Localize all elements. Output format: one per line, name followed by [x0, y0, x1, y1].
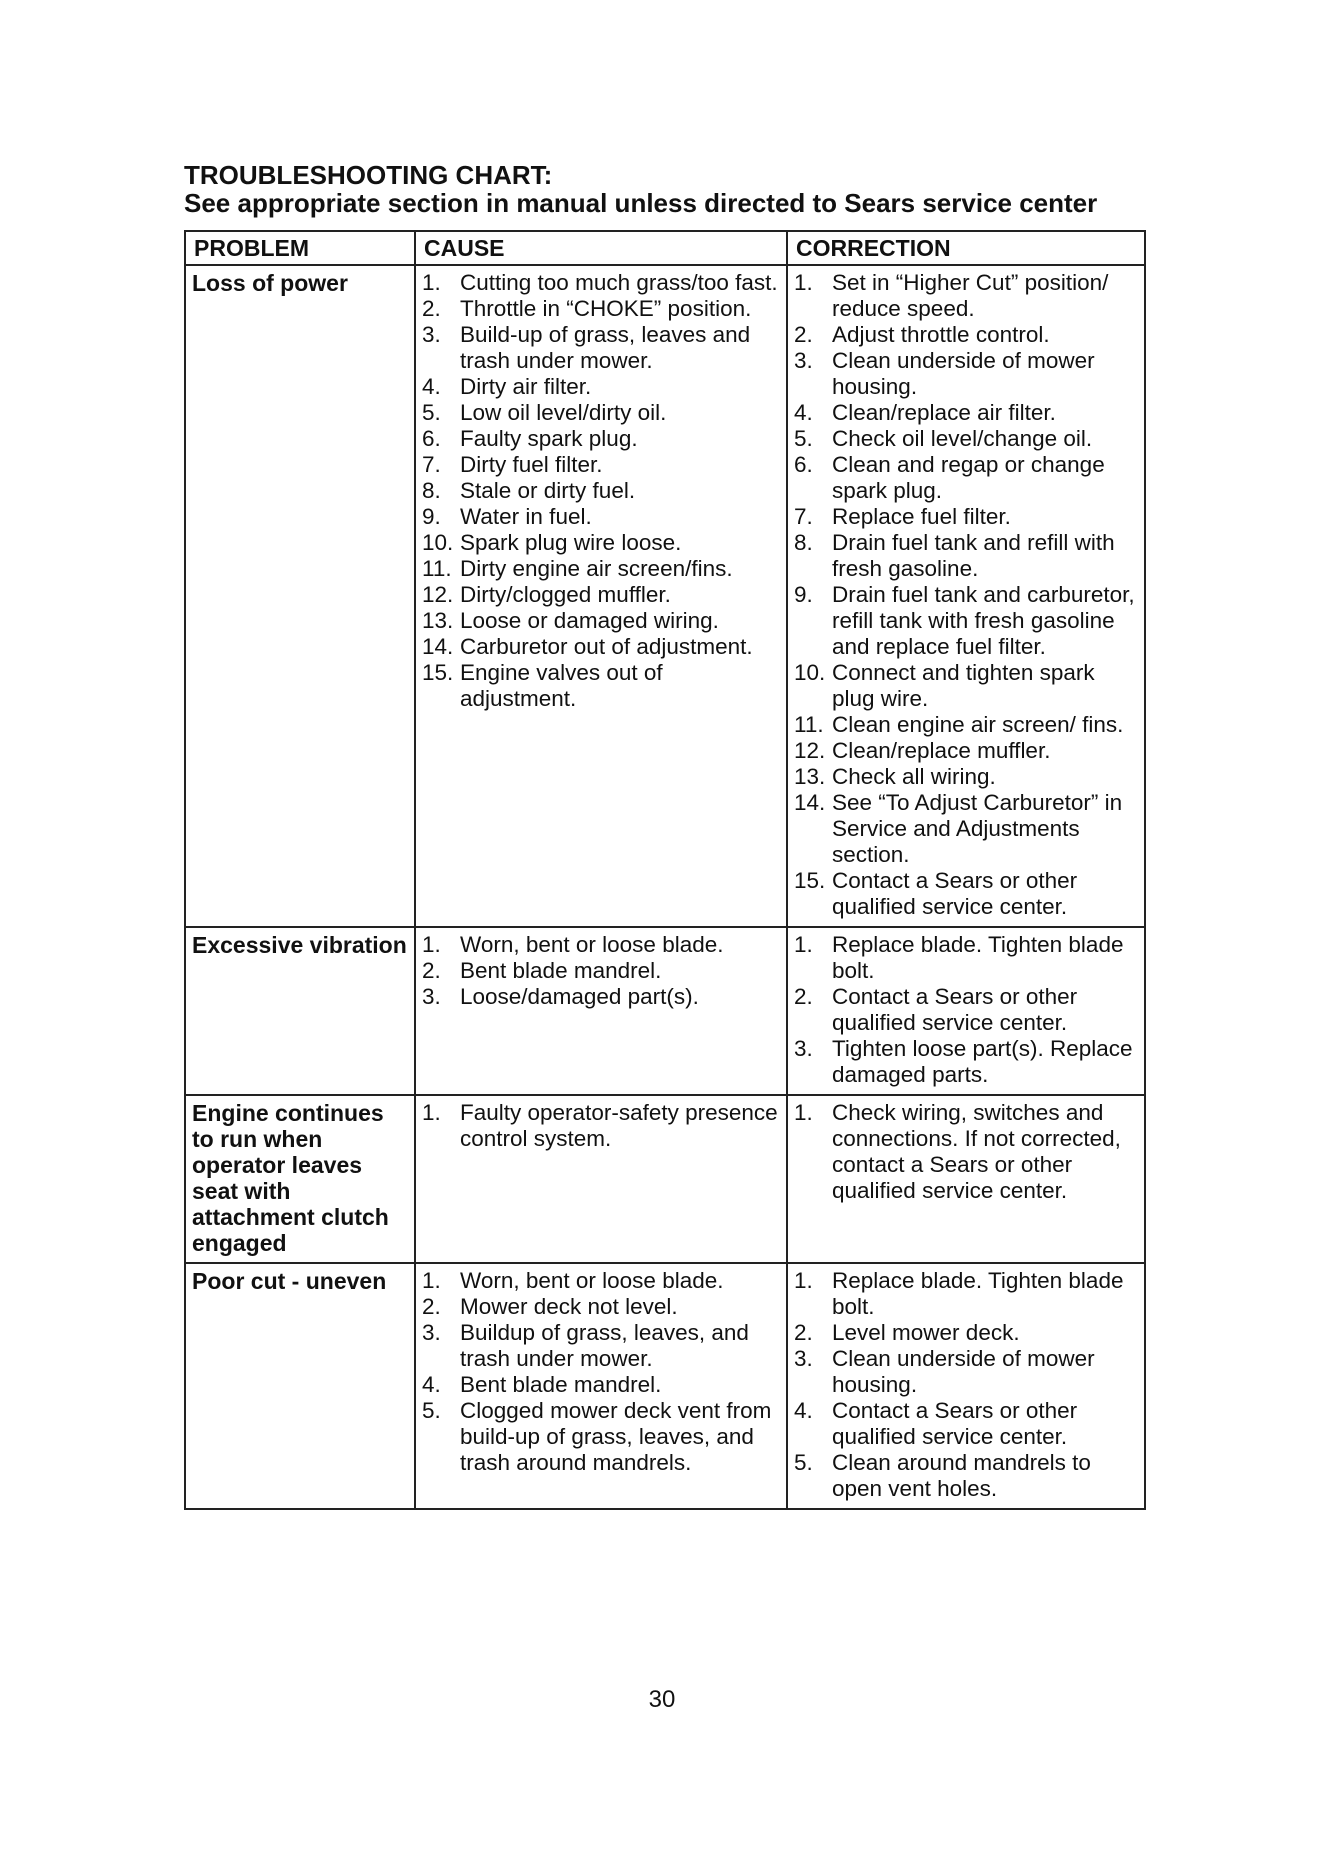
item-number: 12.: [794, 738, 826, 763]
item-text: Loose/damaged part(s).: [460, 984, 699, 1009]
cause-cell: [415, 265, 787, 927]
item-text: Cutting too much grass/too fast.: [460, 270, 778, 295]
item-text: Replace blade. Tighten blade bolt.: [832, 1268, 1124, 1319]
item-text: Water in fuel.: [460, 504, 592, 529]
correction-item: [794, 1100, 1138, 1204]
item-number: 4.: [422, 1372, 441, 1397]
correction-item: [794, 764, 1138, 790]
table-row: [185, 1263, 1145, 1509]
item-text: Dirty air filter.: [460, 374, 592, 399]
item-text: Set in “Higher Cut” position/ reduce speed.: [832, 270, 1109, 321]
item-text: Check all wiring.: [832, 764, 996, 789]
header-cause: CAUSE: [415, 231, 787, 265]
item-number: 13.: [794, 764, 826, 789]
item-text: Faulty spark plug.: [460, 426, 638, 451]
cause-item: [422, 1100, 780, 1152]
correction-item: [794, 348, 1138, 400]
cause-item: [422, 1398, 780, 1476]
cause-item: [422, 530, 780, 556]
problem-cell: Loss of power: [185, 265, 415, 927]
item-text: Buildup of grass, leaves, and trash under mower.: [460, 1320, 749, 1371]
item-number: 3.: [422, 322, 441, 347]
chart-title: TROUBLESHOOTING CHART:: [184, 160, 553, 190]
correction-item: [794, 1346, 1138, 1398]
cause-item: [422, 374, 780, 400]
cause-item: [422, 582, 780, 608]
problem-cell: Excessive vibration: [185, 927, 415, 1095]
correction-cell: [787, 265, 1145, 927]
item-number: 1.: [794, 270, 813, 295]
cause-item: [422, 660, 780, 712]
cause-cell: [415, 1263, 787, 1509]
item-text: Contact a Sears or other qualified service center.: [832, 1398, 1078, 1449]
cause-item: [422, 1294, 780, 1320]
item-text: Drain fuel tank and refill with fresh gasoline.: [832, 530, 1115, 581]
header-correction: CORRECTION: [787, 231, 1145, 265]
item-number: 4.: [794, 400, 813, 425]
correction-cell: [787, 1095, 1145, 1263]
table-row: [185, 1095, 1145, 1263]
item-text: Contact a Sears or other qualified service center.: [832, 984, 1078, 1035]
item-text: Build-up of grass, leaves and trash under mower.: [460, 322, 751, 373]
correction-item: [794, 660, 1138, 712]
cause-item: [422, 452, 780, 478]
correction-cell: [787, 927, 1145, 1095]
item-number: 2.: [794, 322, 813, 347]
item-text: Loose or damaged wiring.: [460, 608, 719, 633]
item-text: Bent blade mandrel.: [460, 1372, 662, 1397]
table-body: [185, 265, 1145, 1509]
table-row: [185, 265, 1145, 927]
correction-item: [794, 984, 1138, 1036]
item-text: Level mower deck.: [832, 1320, 1020, 1345]
item-number: 8.: [422, 478, 441, 503]
item-number: 2.: [794, 1320, 813, 1345]
correction-item: [794, 712, 1138, 738]
item-number: 14.: [794, 790, 826, 815]
item-number: 6.: [794, 452, 813, 477]
item-number: 4.: [422, 374, 441, 399]
item-number: 6.: [422, 426, 441, 451]
item-text: Low oil level/dirty oil.: [460, 400, 667, 425]
item-number: 3.: [794, 348, 813, 373]
item-text: Clogged mower deck vent from build-up of grass, leaves, and trash around mandrels.: [460, 1398, 772, 1475]
cause-item: [422, 1320, 780, 1372]
item-number: 15.: [794, 868, 826, 893]
item-number: 1.: [422, 1100, 441, 1125]
item-text: Engine valves out of adjustment.: [460, 660, 663, 711]
correction-item: [794, 400, 1138, 426]
item-number: 10.: [422, 530, 454, 555]
cause-item: [422, 1268, 780, 1294]
item-text: Bent blade mandrel.: [460, 958, 662, 983]
item-text: Carburetor out of adjustment.: [460, 634, 753, 659]
item-number: 13.: [422, 608, 454, 633]
cause-item: [422, 556, 780, 582]
cause-item: [422, 958, 780, 984]
correction-item: [794, 426, 1138, 452]
correction-item: [794, 322, 1138, 348]
item-number: 5.: [422, 400, 441, 425]
item-number: 3.: [422, 984, 441, 1009]
item-text: Clean/replace air filter.: [832, 400, 1056, 425]
item-text: Clean underside of mower housing.: [832, 1346, 1095, 1397]
item-number: 3.: [794, 1036, 813, 1061]
item-text: Dirty/clogged muffler.: [460, 582, 671, 607]
item-number: 5.: [422, 1398, 441, 1423]
item-number: 1.: [422, 1268, 441, 1293]
item-number: 2.: [794, 984, 813, 1009]
item-number: 1.: [422, 270, 441, 295]
item-text: Drain fuel tank and carburetor, refill tank with fresh gasoline and replace fuel filter.: [832, 582, 1135, 659]
item-text: Worn, bent or loose blade.: [460, 1268, 724, 1293]
table-row: [185, 927, 1145, 1095]
correction-item: [794, 738, 1138, 764]
item-number: 11.: [422, 556, 452, 581]
item-number: 3.: [794, 1346, 813, 1371]
item-text: Tighten loose part(s). Replace damaged parts.: [832, 1036, 1133, 1087]
item-number: 8.: [794, 530, 813, 555]
correction-item: [794, 1320, 1138, 1346]
cause-item: [422, 400, 780, 426]
item-number: 4.: [794, 1398, 813, 1423]
item-number: 12.: [422, 582, 454, 607]
correction-item: [794, 790, 1138, 868]
item-text: Throttle in “CHOKE” position.: [460, 296, 752, 321]
item-number: 15.: [422, 660, 454, 685]
item-number: 1.: [794, 932, 813, 957]
table-header-row: [185, 231, 1145, 265]
cause-item: [422, 984, 780, 1010]
item-text: Mower deck not level.: [460, 1294, 678, 1319]
item-text: Connect and tighten spark plug wire.: [832, 660, 1095, 711]
item-number: 5.: [794, 1450, 813, 1475]
cause-cell: [415, 927, 787, 1095]
correction-item: [794, 582, 1138, 660]
item-number: 2.: [422, 958, 441, 983]
item-number: 14.: [422, 634, 454, 659]
item-text: Clean engine air screen/ fins.: [832, 712, 1124, 737]
troubleshooting-table: [184, 230, 1146, 1510]
item-text: Check oil level/change oil.: [832, 426, 1093, 451]
cause-cell: [415, 1095, 787, 1263]
correction-item: [794, 270, 1138, 322]
item-text: Worn, bent or loose blade.: [460, 932, 724, 957]
cause-item: [422, 270, 780, 296]
cause-item: [422, 608, 780, 634]
item-number: 9.: [794, 582, 813, 607]
correction-item: [794, 1398, 1138, 1450]
item-number: 1.: [794, 1100, 813, 1125]
item-number: 10.: [794, 660, 826, 685]
cause-item: [422, 322, 780, 374]
problem-cell: Engine continues to run when operator leaves seat with attachment clutch engaged: [185, 1095, 415, 1263]
item-text: Replace blade. Tighten blade bolt.: [832, 932, 1124, 983]
item-text: Dirty fuel filter.: [460, 452, 603, 477]
item-number: 7.: [794, 504, 813, 529]
item-number: 5.: [794, 426, 813, 451]
item-number: 11.: [794, 712, 824, 737]
item-number: 7.: [422, 452, 441, 477]
item-text: Clean underside of mower housing.: [832, 348, 1095, 399]
correction-item: [794, 1036, 1138, 1088]
correction-item: [794, 452, 1138, 504]
chart-subtitle: See appropriate section in manual unless directed to Sears service center: [184, 188, 1098, 218]
correction-item: [794, 504, 1138, 530]
cause-item: [422, 932, 780, 958]
item-text: Replace fuel filter.: [832, 504, 1011, 529]
cause-item: [422, 478, 780, 504]
item-text: Clean and regap or change spark plug.: [832, 452, 1105, 503]
item-text: Clean around mandrels to open vent holes.: [832, 1450, 1091, 1501]
correction-item: [794, 932, 1138, 984]
item-number: 1.: [794, 1268, 813, 1293]
page-number: 30: [648, 1686, 676, 1713]
correction-item: [794, 868, 1138, 920]
item-text: Spark plug wire loose.: [460, 530, 682, 555]
item-number: 9.: [422, 504, 441, 529]
correction-cell: [787, 1263, 1145, 1509]
item-text: See “To Adjust Carburetor” in Service and Adjustments section.: [832, 790, 1123, 867]
correction-item: [794, 530, 1138, 582]
cause-item: [422, 296, 780, 322]
cause-item: [422, 426, 780, 452]
header-problem: PROBLEM: [185, 231, 415, 265]
item-number: 2.: [422, 296, 441, 321]
item-text: Contact a Sears or other qualified service center.: [832, 868, 1078, 919]
item-text: Adjust throttle control.: [832, 322, 1050, 347]
correction-item: [794, 1268, 1138, 1320]
correction-item: [794, 1450, 1138, 1502]
item-text: Faulty operator-safety presence control system.: [460, 1100, 778, 1151]
item-text: Stale or dirty fuel.: [460, 478, 636, 503]
item-number: 2.: [422, 1294, 441, 1319]
cause-item: [422, 504, 780, 530]
item-text: Clean/replace muffler.: [832, 738, 1051, 763]
cause-item: [422, 1372, 780, 1398]
cause-item: [422, 634, 780, 660]
problem-cell: Poor cut - uneven: [185, 1263, 415, 1509]
item-number: 1.: [422, 932, 441, 957]
item-text: Check wiring, switches and connections. If not corrected, contact a Sears or other qualified service center.: [832, 1100, 1121, 1203]
item-text: Dirty engine air screen/fins.: [460, 556, 733, 581]
item-number: 3.: [422, 1320, 441, 1345]
